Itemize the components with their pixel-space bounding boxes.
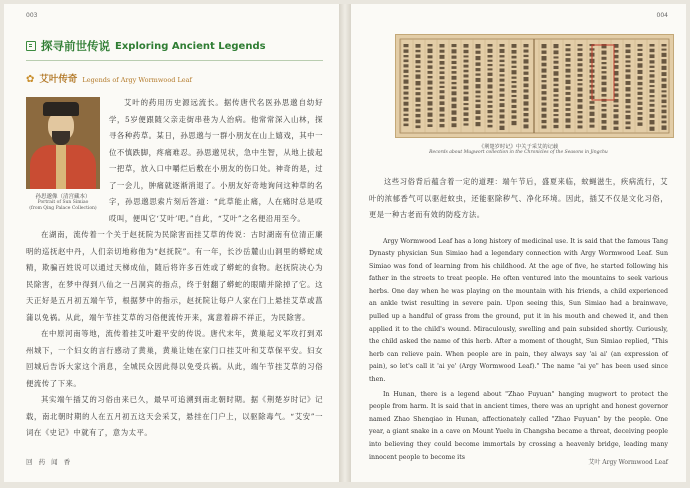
scan-caption-en: Records about Mugwort collection in the Chronicles of the Seasons in Jingchu bbox=[429, 150, 608, 155]
book-gutter bbox=[339, 4, 351, 482]
paragraph-en-2: In Hunan, there is a legend about "Zhao Fuyuan" hanging mugwort to protect the people from harm. It is said that in ancient times, there was an upright and honest governor named Zhao Shenqiao in Hunan, affectionately called "Zhao Fuyuan" by the people. One year, a giant snake in a cave on Mount Yuelu in Changsha became a threat, deceiving people into believing they could become immortals by crossing a heavenly bridge, leading many innocent people to become its bbox=[369, 390, 668, 461]
flower-icon: ✿ bbox=[26, 74, 35, 85]
portrait-caption-cn: 孙思邈像（清宫藏本） bbox=[35, 194, 91, 200]
portrait-caption-en-2: (from Qing Palace Collection) bbox=[29, 206, 97, 211]
footer-right: 艾叶 Argy Wormwood Leaf bbox=[588, 459, 668, 466]
paragraph-cn-right: 这些习俗背后蕴含着一定的道理：端午节后，盛夏来临，蚊蝇滋生，疾病流行，艾叶的浓郁香气可以驱赶蚊虫，还能驱除秽气、净化环境。因此，插艾不仅是文化习俗，更是一种古老而有效的防疫方法。 bbox=[369, 177, 668, 219]
paragraph-cn-2: 在湖南，流传着一个关于赵抚院为民除害而挂艾草的传说：古时湖南有位清正廉明的巡抚赵中丹，人们亲切地称他为“赵抚院”。有一年，长沙岳麓山山洞里的蟒蛇成精，欺骗百姓说可以通过天梯成仙，随后将许多百姓或了蟒蛇的食物。赵抚院决心为民除害，在梦中得到八仙之一吕洞宾的指点，终于射翻了蟒蛇的眼睛并除掉了它。这天正好是五月初五端午节，根据梦中的指示，赵抚院让每户人家在门上悬挂艾草或菖蒲以免祸。从此，端午节挂艾草的习俗便流传开来，寓意着辟不祥正，为民除害。 bbox=[26, 230, 323, 322]
left-page bbox=[4, 4, 339, 482]
paragraph-en-1: Argy Wormwood Leaf has a long history of medicinal use. It is said that the famous Tang Dynasty physician Sun Simiao had a legendary connection with Argy Wormwood Leaf. Sun Simiao was fond of learning from his childhood. At the age of five, he started following his father in the streets to treat people. He often ventured into the mountains to seek various herbs. One day when he was playing on the mountain with his friends, a child experienced an ankle twist resulting in severe pain. Upon seeing this, Sun Simiao had a brainwave, pulled up a handful of grass from the ground, put it in his mouth and chewed it, and then applied it to the child's wound. Miraculously, swelling and pain subsided shortly. Curiously, the child asked the name of this herb. After a moment of thought, Sun Simiao replied, "This herb can relieve pain. When people are in pain, they always say 'ai ai' (an expression of pain), so let's call it 'ai ye' (Argy Wormwood Leaf)." The name "ai ye" has been used since then. bbox=[369, 237, 668, 384]
subsection-title-en: Legends of Argy Wormwood Leaf bbox=[82, 76, 192, 84]
footer-left: 回 药 闻 香 bbox=[26, 458, 73, 466]
ancient-text-scan-image bbox=[396, 35, 673, 137]
paragraph-cn-3: 在中原河南等地，流传着挂艾叶避平安的传说。唐代末年，黄巢起义军攻打到邓州城下，一个妇女的言行感动了黄巢，黄巢让她在家门口挂艾叶和艾草保平安。妇女回城后告诉大家这个消息，全城民众因此得以免受兵祸。从此，端午节挂艾草的习俗便流传了下来。 bbox=[26, 329, 323, 388]
page-number-left: 003 bbox=[26, 12, 38, 19]
section-title-en: Exploring Ancient Legends bbox=[115, 40, 266, 52]
section-title bbox=[26, 38, 323, 54]
ancient-text-scan bbox=[395, 34, 674, 138]
portrait-figure bbox=[26, 97, 100, 212]
subsection-title bbox=[26, 71, 323, 85]
scan-caption-cn: 《荆楚岁时记》中关于采艾的记载 bbox=[478, 144, 559, 150]
subsection-title-cn: 艾叶传奇 bbox=[39, 74, 78, 85]
portrait-image bbox=[26, 97, 100, 189]
intro-block bbox=[26, 95, 323, 442]
paragraph-cn-4: 其实端午插艾的习俗由来已久，最早可追溯到南北朝时期。据《荆楚岁时记》记载，南北朝时期的人在五月初五这天会采艾，悬挂在门户上，以驱除毒气。“艾安”一词在《史记》中就有了，意为太平。 bbox=[26, 395, 323, 437]
book-icon bbox=[26, 41, 36, 51]
right-page bbox=[351, 4, 686, 482]
section-divider bbox=[26, 60, 323, 61]
paragraph-cn-1: 艾叶的药用历史源远流长。据传唐代名医孙思邈自幼好学，5岁便跟随父亲走街串巷为人治病。他常常深入山林，探寻各种药草。某日，孙思邈与一群小朋友在山上嬉戏，其中一位不慎跌脚，疼痛难忍。孙思邈见状，急中生智，从地上拔起一把草，放入口中嚼烂后敷在小朋友的伤口处。神奇的是，过了一会儿，肿痛就逐渐消退了。小朋友好奇地询问这种草的名字，孙思邈思索片刻后答道：“此草能止痛，人在痛时总是哎哎叫，便叫它‘艾叶’吧。”自此，“艾叶”之名便沿用至今。 bbox=[109, 98, 323, 223]
portrait-caption-en-1: Portrait of Sun Simiao bbox=[37, 200, 89, 205]
page-number-right: 004 bbox=[656, 12, 668, 19]
section-title-cn: 探寻前世传说 bbox=[41, 39, 110, 53]
